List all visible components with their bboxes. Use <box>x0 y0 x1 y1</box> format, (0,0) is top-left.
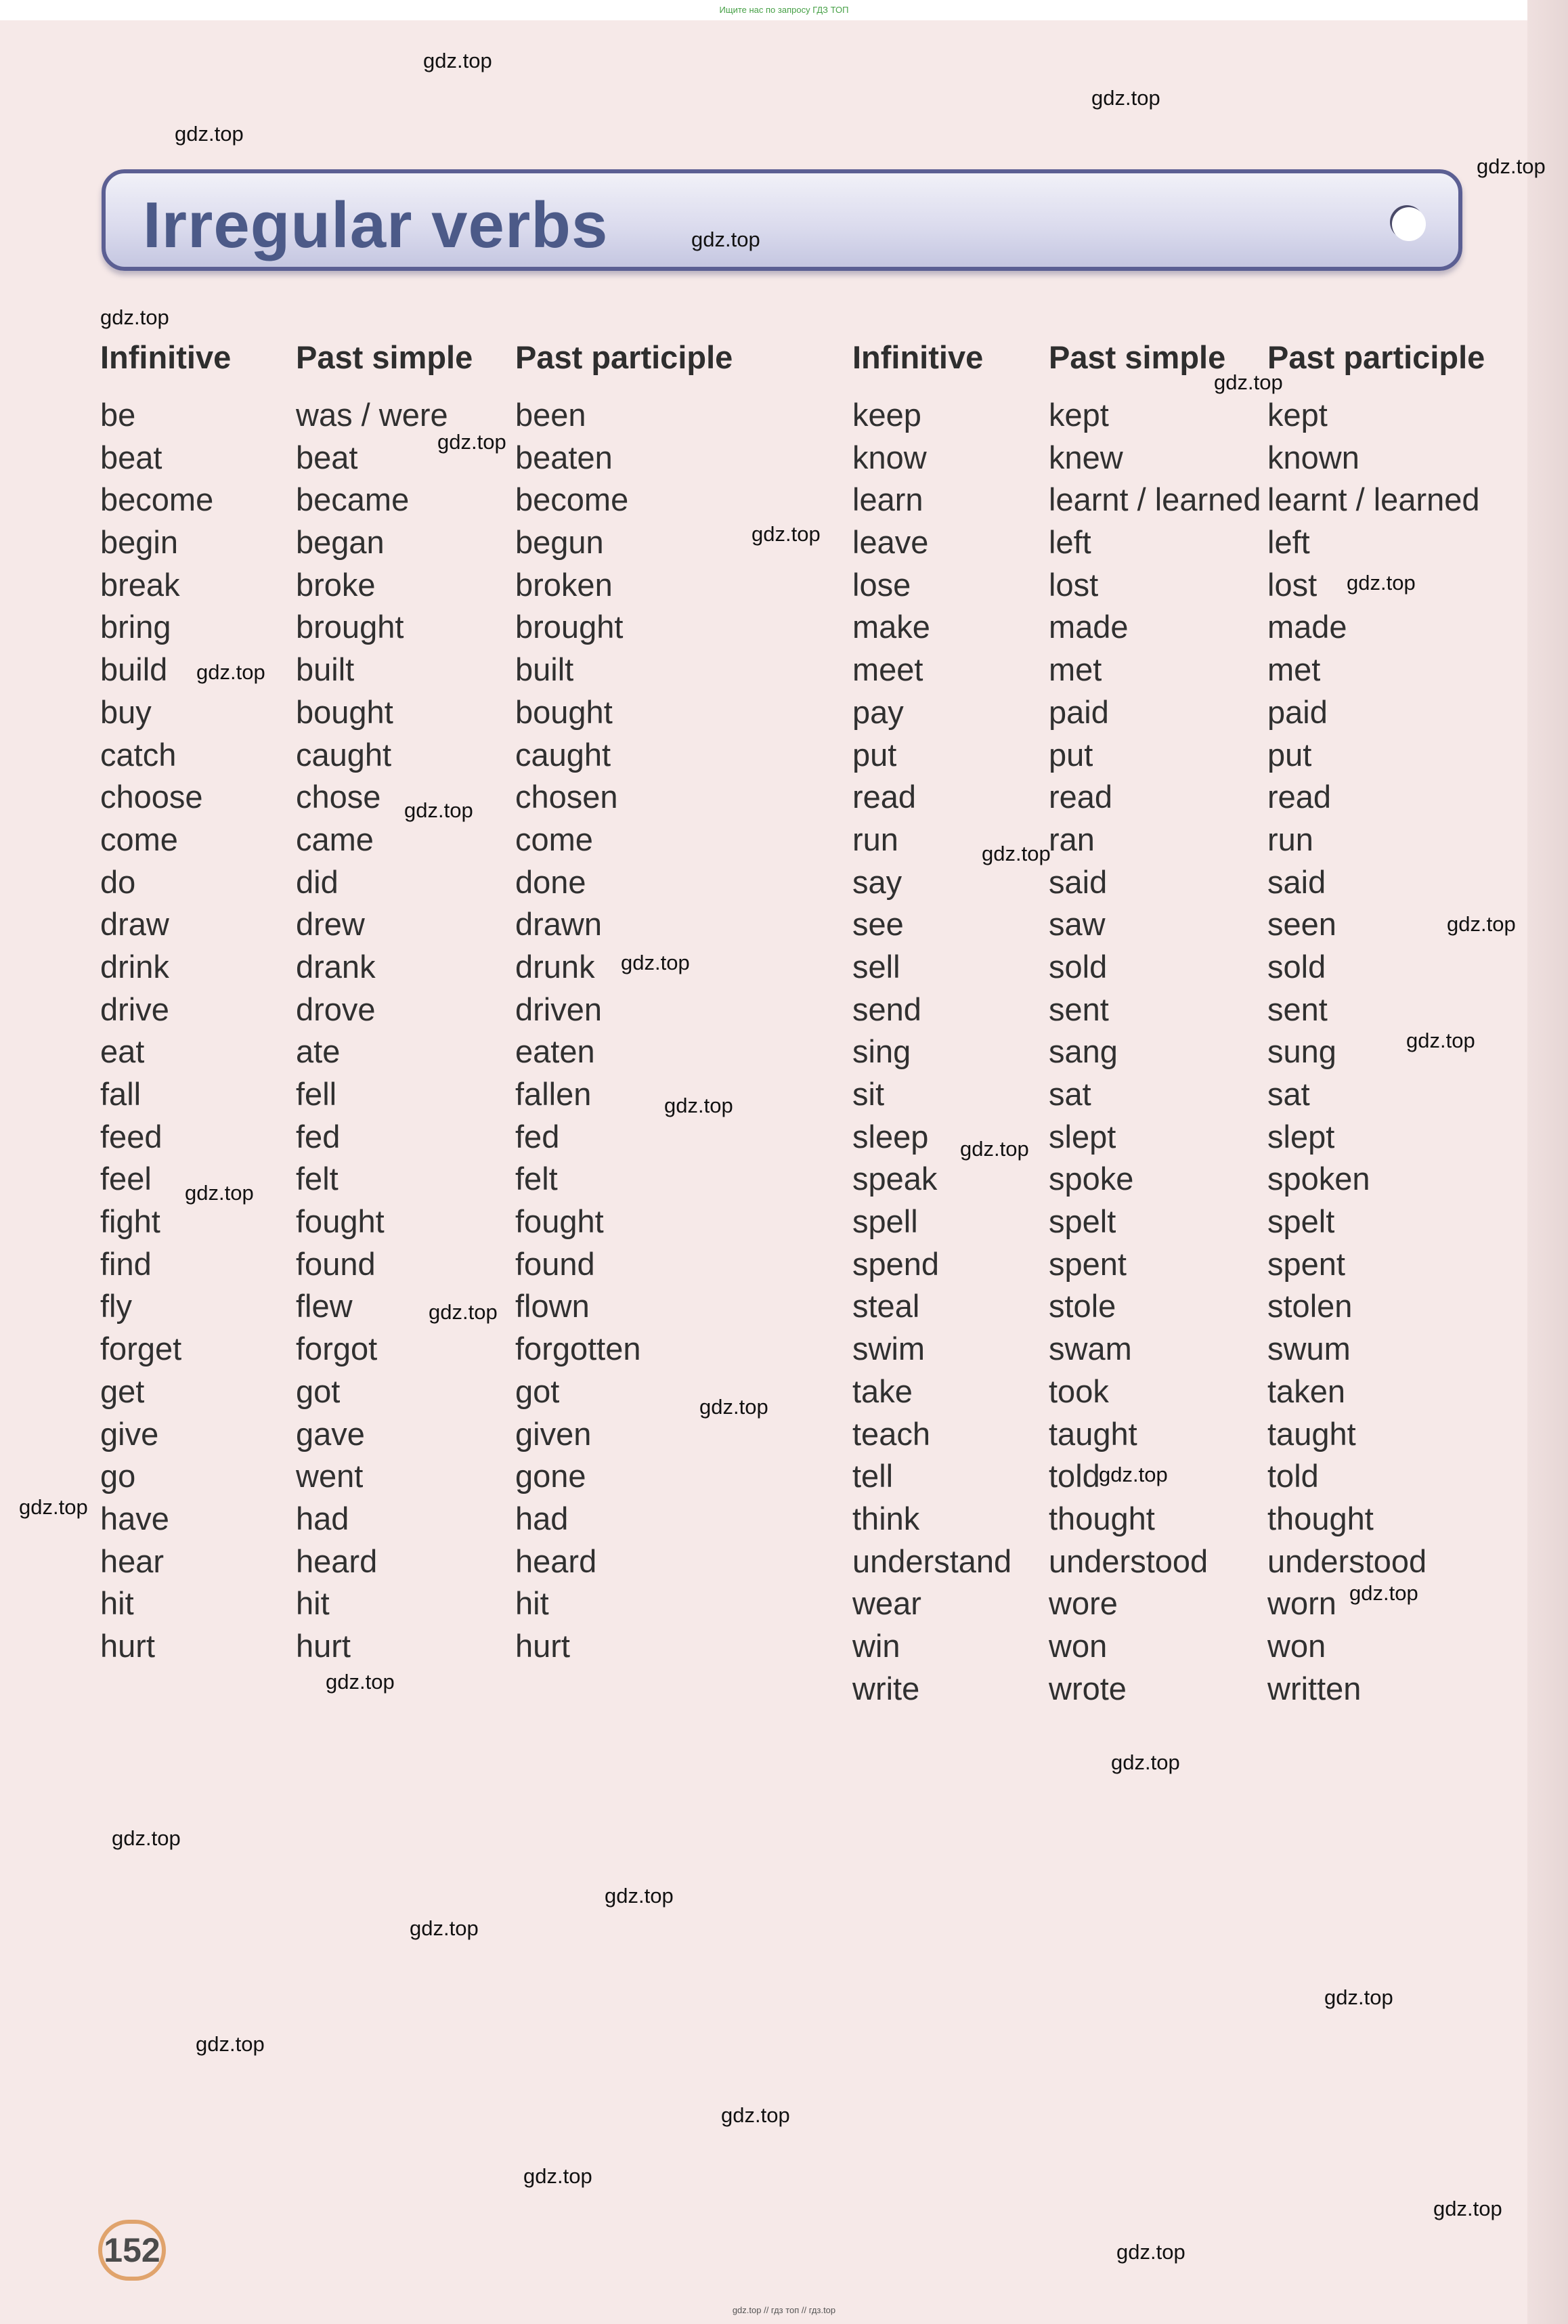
verb-form: thought <box>1267 1500 1374 1536</box>
verb-form: sat <box>1049 1076 1091 1112</box>
verb-form: written <box>1267 1670 1362 1706</box>
watermark: gdz.top <box>196 2032 265 2056</box>
verb-form: keep <box>852 397 921 433</box>
verb-form: slept <box>1049 1118 1116 1155</box>
verb-form: fall <box>100 1076 141 1112</box>
watermark: gdz.top <box>437 430 506 454</box>
watermark: gdz.top <box>100 305 169 329</box>
verb-form: flew <box>296 1288 353 1325</box>
left-past-simple-column <box>296 394 448 1668</box>
verb-form: left <box>1267 524 1310 561</box>
verb-form: made <box>1049 609 1129 645</box>
verb-form: sold <box>1267 948 1326 985</box>
watermark: gdz.top <box>523 2164 592 2188</box>
right-header-past-participle: Past participle <box>1267 339 1485 375</box>
verb-form: get <box>100 1373 145 1409</box>
verb-form: sold <box>1049 948 1108 985</box>
verb-form: send <box>852 991 921 1027</box>
verb-form: stole <box>1049 1288 1116 1325</box>
verb-form: become <box>515 481 629 518</box>
watermark: gdz.top <box>721 2103 790 2127</box>
verb-form: write <box>852 1670 920 1706</box>
verb-form: taken <box>1267 1373 1345 1409</box>
verb-form: spoke <box>1049 1161 1134 1197</box>
verb-form: caught <box>515 736 611 773</box>
title-bar <box>102 169 1462 271</box>
verb-form: tell <box>852 1458 894 1494</box>
verb-form: sung <box>1267 1033 1336 1070</box>
verb-form: chose <box>296 779 381 815</box>
verb-form: sell <box>852 948 900 985</box>
verb-form: sang <box>1049 1033 1118 1070</box>
verb-form: beat <box>296 439 358 475</box>
verb-form: gave <box>296 1415 365 1452</box>
bottom-note: gdz.top // гдз топ // гдз.top <box>732 2305 836 2315</box>
verb-form: begin <box>100 524 178 561</box>
verb-form: did <box>296 863 339 900</box>
verb-form: heard <box>515 1543 597 1579</box>
verb-form: brought <box>296 609 404 645</box>
verb-form: made <box>1267 609 1347 645</box>
right-past-simple-column <box>1049 394 1261 1710</box>
verb-form: said <box>1049 863 1108 900</box>
verb-form: drank <box>296 948 376 985</box>
verb-form: wore <box>1049 1585 1118 1622</box>
verb-form: spend <box>852 1245 940 1282</box>
verb-form: fell <box>296 1076 337 1112</box>
watermark: gdz.top <box>1324 1985 1393 2009</box>
verb-form: felt <box>296 1161 339 1197</box>
verb-form: brought <box>515 609 624 645</box>
watermark: gdz.top <box>404 798 473 822</box>
verb-form: understand <box>852 1543 1012 1579</box>
verb-form: understood <box>1267 1543 1427 1579</box>
left-header-infinitive: Infinitive <box>100 339 232 375</box>
left-past-participle-column <box>515 394 641 1668</box>
watermark: gdz.top <box>1433 2197 1502 2220</box>
verb-form: got <box>296 1373 341 1409</box>
verb-form: pay <box>852 693 904 730</box>
verb-form: break <box>100 566 180 603</box>
watermark: gdz.top <box>1477 154 1546 178</box>
verb-form: found <box>515 1245 595 1282</box>
verb-form: take <box>852 1373 913 1409</box>
left-header-past-simple: Past simple <box>296 339 473 375</box>
verb-form: say <box>852 863 902 900</box>
verb-form: drove <box>296 991 376 1027</box>
watermark: gdz.top <box>982 842 1051 865</box>
verb-form: come <box>515 821 593 857</box>
verb-form: slept <box>1267 1118 1335 1155</box>
verb-form: got <box>515 1373 560 1409</box>
verb-form: began <box>296 524 385 561</box>
verb-form: beat <box>100 439 162 475</box>
verb-form: done <box>515 863 586 900</box>
verb-form: sleep <box>852 1118 929 1155</box>
verb-form: learnt / learned <box>1267 481 1480 518</box>
verb-form: was / were <box>296 397 448 433</box>
verb-form: teach <box>852 1415 930 1452</box>
right-header-past-simple: Past simple <box>1049 339 1226 375</box>
verb-form: forget <box>100 1331 182 1367</box>
left-header-past-participle: Past participle <box>515 339 733 375</box>
top-banner: Ищите нас по запросу ГДЗ ТОП <box>0 0 1568 20</box>
watermark: gdz.top <box>960 1137 1029 1161</box>
verb-form: built <box>296 651 355 688</box>
page-fold-shadow <box>1527 0 1568 2324</box>
verb-form: went <box>296 1458 364 1494</box>
verb-form: drink <box>100 948 169 985</box>
verb-form: lose <box>852 566 911 603</box>
verb-form: hit <box>100 1585 134 1622</box>
watermark: gdz.top <box>691 228 760 251</box>
verb-form: said <box>1267 863 1326 900</box>
verb-form: be <box>100 397 136 433</box>
verb-form: read <box>852 779 917 815</box>
watermark: gdz.top <box>196 660 265 684</box>
watermark: gdz.top <box>1447 912 1516 936</box>
verb-form: spelt <box>1267 1203 1335 1240</box>
verb-form: think <box>852 1500 920 1536</box>
verb-form: kept <box>1267 397 1328 433</box>
circle-icon <box>1392 207 1426 241</box>
verb-form: saw <box>1049 906 1106 943</box>
verb-form: found <box>296 1245 376 1282</box>
right-header-infinitive: Infinitive <box>852 339 984 375</box>
verb-form: won <box>1049 1627 1108 1664</box>
verb-form: put <box>852 736 897 773</box>
verb-form: build <box>100 651 168 688</box>
verb-form: known <box>1267 439 1359 475</box>
verb-form: put <box>1267 736 1312 773</box>
verb-form: hit <box>296 1585 330 1622</box>
verb-form: draw <box>100 906 169 943</box>
verb-form: fly <box>100 1288 132 1325</box>
verb-form: meet <box>852 651 923 688</box>
watermark: gdz.top <box>19 1495 88 1519</box>
verb-form: drawn <box>515 906 603 943</box>
watermark: gdz.top <box>621 951 690 974</box>
verb-form: heard <box>296 1543 378 1579</box>
verb-form: ate <box>296 1033 341 1070</box>
verb-form: see <box>852 906 904 943</box>
verb-form: win <box>852 1627 900 1664</box>
verb-form: left <box>1049 524 1091 561</box>
verb-form: hurt <box>100 1627 155 1664</box>
watermark: gdz.top <box>175 122 244 146</box>
verb-form: paid <box>1267 693 1328 730</box>
verb-form: beaten <box>515 439 613 475</box>
verb-form: bought <box>296 693 393 730</box>
verb-form: sing <box>852 1033 911 1070</box>
verb-form: fed <box>515 1118 560 1155</box>
verb-form: fed <box>296 1118 341 1155</box>
verb-form: broke <box>296 566 376 603</box>
verb-form: know <box>852 439 927 475</box>
verb-form: chosen <box>515 779 618 815</box>
watermark: gdz.top <box>1091 86 1160 110</box>
verb-form: ran <box>1049 821 1095 857</box>
verb-form: took <box>1049 1373 1109 1409</box>
watermark: gdz.top <box>664 1094 733 1117</box>
verb-form: hit <box>515 1585 549 1622</box>
verb-form: understood <box>1049 1543 1208 1579</box>
verb-form: choose <box>100 779 203 815</box>
verb-form: swam <box>1049 1331 1132 1367</box>
verb-form: spoken <box>1267 1161 1370 1197</box>
verb-form: become <box>100 481 214 518</box>
page-number: 152 <box>98 2220 166 2281</box>
verb-form: met <box>1049 651 1102 688</box>
verb-form: go <box>100 1458 136 1494</box>
verb-form: catch <box>100 736 177 773</box>
verb-form: taught <box>1267 1415 1356 1452</box>
verb-form: caught <box>296 736 392 773</box>
verb-form: run <box>852 821 898 857</box>
verb-form: read <box>1267 779 1332 815</box>
verb-form: spent <box>1049 1245 1127 1282</box>
verb-form: fought <box>296 1203 385 1240</box>
watermark: gdz.top <box>1347 571 1416 595</box>
verb-form: built <box>515 651 574 688</box>
verb-form: make <box>852 609 930 645</box>
verb-form: sent <box>1049 991 1109 1027</box>
verb-form: fought <box>515 1203 604 1240</box>
page-title: Irregular verbs <box>143 189 609 261</box>
verb-form: been <box>515 397 586 433</box>
verb-form: became <box>296 481 410 518</box>
verb-form: have <box>100 1500 169 1536</box>
verb-form: knew <box>1049 439 1123 475</box>
verb-form: spent <box>1267 1245 1345 1282</box>
verb-form: spelt <box>1049 1203 1116 1240</box>
verb-form: fallen <box>515 1076 592 1112</box>
verb-form: eaten <box>515 1033 595 1070</box>
watermark: gdz.top <box>752 522 821 546</box>
verb-form: put <box>1049 736 1093 773</box>
verb-form: steal <box>852 1288 920 1325</box>
watermark: gdz.top <box>185 1181 254 1205</box>
verb-form: swum <box>1267 1331 1351 1367</box>
verb-form: speak <box>852 1161 938 1197</box>
verb-form: eat <box>100 1033 145 1070</box>
watermark: gdz.top <box>1214 370 1283 394</box>
verb-form: sit <box>852 1076 884 1112</box>
verb-form: fight <box>100 1203 160 1240</box>
watermark: gdz.top <box>112 1826 181 1850</box>
verb-form: learnt / learned <box>1049 481 1261 518</box>
verb-form: come <box>100 821 178 857</box>
verb-form: hurt <box>296 1627 351 1664</box>
verb-form: sat <box>1267 1076 1310 1112</box>
verb-form: told <box>1267 1458 1319 1494</box>
verb-form: wear <box>852 1585 921 1622</box>
verb-form: feel <box>100 1161 152 1197</box>
verb-form: learn <box>852 481 923 518</box>
watermark: gdz.top <box>605 1884 674 1908</box>
verb-form: thought <box>1049 1500 1155 1536</box>
verb-form: do <box>100 863 136 900</box>
left-infinitive-column <box>100 394 213 1668</box>
verb-form: came <box>296 821 374 857</box>
watermark: gdz.top <box>1116 2240 1185 2264</box>
watermark: gdz.top <box>1099 1463 1168 1486</box>
verb-form: told <box>1049 1458 1100 1494</box>
verb-form: give <box>100 1415 159 1452</box>
verb-form: buy <box>100 693 152 730</box>
verb-form: stolen <box>1267 1288 1353 1325</box>
watermark: gdz.top <box>410 1916 479 1940</box>
watermark: gdz.top <box>326 1670 395 1694</box>
verb-form: seen <box>1267 906 1336 943</box>
verb-form: run <box>1267 821 1313 857</box>
verb-form: drive <box>100 991 169 1027</box>
verb-form: driven <box>515 991 603 1027</box>
verb-form: lost <box>1049 566 1099 603</box>
verb-form: bring <box>100 609 171 645</box>
watermark: gdz.top <box>1406 1029 1475 1052</box>
verb-form: find <box>100 1245 152 1282</box>
verb-form: spell <box>852 1203 918 1240</box>
watermark: gdz.top <box>1349 1581 1418 1605</box>
verb-form: hurt <box>515 1627 570 1664</box>
verb-form: hear <box>100 1543 165 1579</box>
verb-form: gone <box>515 1458 586 1494</box>
verb-form: taught <box>1049 1415 1137 1452</box>
verb-form: had <box>515 1500 569 1536</box>
right-infinitive-column <box>852 394 1011 1710</box>
verb-form: broken <box>515 566 613 603</box>
verb-form: had <box>296 1500 349 1536</box>
verb-form: lost <box>1267 566 1317 603</box>
verb-form: read <box>1049 779 1113 815</box>
verb-form: felt <box>515 1161 558 1197</box>
verb-form: forgotten <box>515 1331 641 1367</box>
verb-form: leave <box>852 524 929 561</box>
verb-form: wrote <box>1049 1670 1127 1706</box>
watermark: gdz.top <box>429 1300 498 1324</box>
verb-form: worn <box>1267 1585 1336 1622</box>
verb-form: drew <box>296 906 365 943</box>
verb-form: paid <box>1049 693 1109 730</box>
watermark: gdz.top <box>423 49 492 72</box>
verb-form: kept <box>1049 397 1109 433</box>
watermark: gdz.top <box>1111 1750 1180 1774</box>
verb-form: drunk <box>515 948 595 985</box>
verb-form: sent <box>1267 991 1328 1027</box>
verb-form: begun <box>515 524 604 561</box>
verb-form: won <box>1267 1627 1326 1664</box>
verb-form: bought <box>515 693 613 730</box>
verb-form: swim <box>852 1331 925 1367</box>
verb-form: given <box>515 1415 592 1452</box>
verb-form: feed <box>100 1118 162 1155</box>
watermark: gdz.top <box>699 1395 768 1419</box>
verb-form: flown <box>515 1288 590 1325</box>
verb-form: forgot <box>296 1331 378 1367</box>
verb-form: met <box>1267 651 1321 688</box>
